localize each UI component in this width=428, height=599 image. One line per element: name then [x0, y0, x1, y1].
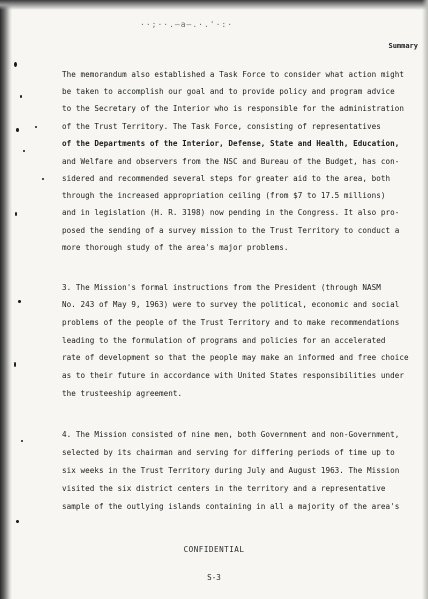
scan-speck — [18, 300, 21, 303]
paragraph-1-line-10: posed the sending of a survey mission to the Trust Territory to conduct a — [62, 226, 400, 235]
scan-speck — [35, 126, 37, 128]
paragraph-3-line-6: as to their future in accordance with United States responsibilities under — [62, 371, 405, 380]
paragraph-3-line-5: rate of development so that the people may make an informed and free choice — [62, 353, 409, 362]
scan-left-edge-shadow — [0, 0, 12, 599]
scan-speck — [15, 212, 17, 216]
scan-speck — [21, 440, 23, 442]
paragraph-1-line-8: through the increased appropriation ceiling (from $7 to 17.5 millions) — [62, 191, 386, 200]
paragraph-4-line-4: visited the six district centers in the territory and a representative — [62, 484, 386, 493]
paragraph-3-line-4: leading to the formulation of programs and policies for an accelerated — [62, 336, 386, 345]
scan-speck — [23, 150, 25, 152]
paragraph-1-line-3: to the Secretary of the Interior who is responsible for the administration — [62, 104, 405, 113]
paragraph-1-line-11: more thorough study of the area's major problems. — [62, 243, 289, 252]
paragraph-1-line-5: of the Departments of the Interior, Defense, State and Health, Education, — [62, 139, 400, 148]
scan-speck — [42, 178, 44, 180]
paragraph-1-line-7: sidered and recommended several steps for greater aid to the area, both — [62, 174, 391, 183]
paragraph-4-line-5: sample of the outlying islands containing in all a majority of the area's — [62, 502, 400, 511]
page-number: S-3 — [207, 573, 221, 582]
paragraph-1-line-2: be taken to accomplish our goal and to provide policy and program advice — [62, 87, 395, 96]
classification-marking: CONFIDENTIAL — [183, 545, 245, 554]
paragraph-1-line-9: and in legislation (H. R. 3198) now pending in the Congress. It also pro- — [62, 208, 400, 217]
scan-speck — [14, 362, 16, 367]
header-scan-artifact: ··;··.—a—.·.'·:· — [140, 20, 234, 29]
paragraph-1-line-4: of the Trust Territory. The Task Force, consisting of representatives — [62, 122, 381, 131]
scan-speck — [16, 128, 19, 132]
paragraph-3-line-1: 3. The Mission's formal instructions from the President (through NASM — [62, 283, 381, 292]
scan-speck — [20, 95, 22, 98]
paragraph-4-line-3: six weeks in the Trust Territory during July and August 1963. The Mission — [62, 466, 400, 475]
paragraph-3-line-2: No. 243 of May 9, 1963) were to survey the political, economic and social — [62, 300, 400, 309]
header-summary-label: Summary — [388, 42, 418, 50]
scan-right-edge — [422, 0, 428, 599]
scan-speck — [14, 62, 17, 67]
paragraph-4-line-2: selected by its chairman and serving for differing periods of time up to — [62, 448, 395, 457]
paragraph-3-line-7: the trusteeship agreement. — [62, 389, 183, 398]
paragraph-3-line-3: problems of the people of the Trust Territory and to make recommendations — [62, 318, 400, 327]
scan-speck — [16, 520, 19, 523]
scan-top-edge-shadow — [0, 0, 428, 10]
paragraph-1-line-1: The memorandum also established a Task Force to consider what action might — [62, 70, 405, 79]
paragraph-4-line-1: 4. The Mission consisted of nine men, both Government and non-Government, — [62, 430, 400, 439]
paragraph-1-line-6: and Welfare and observers from the NSC and Bureau of the Budget, has con- — [62, 157, 400, 166]
